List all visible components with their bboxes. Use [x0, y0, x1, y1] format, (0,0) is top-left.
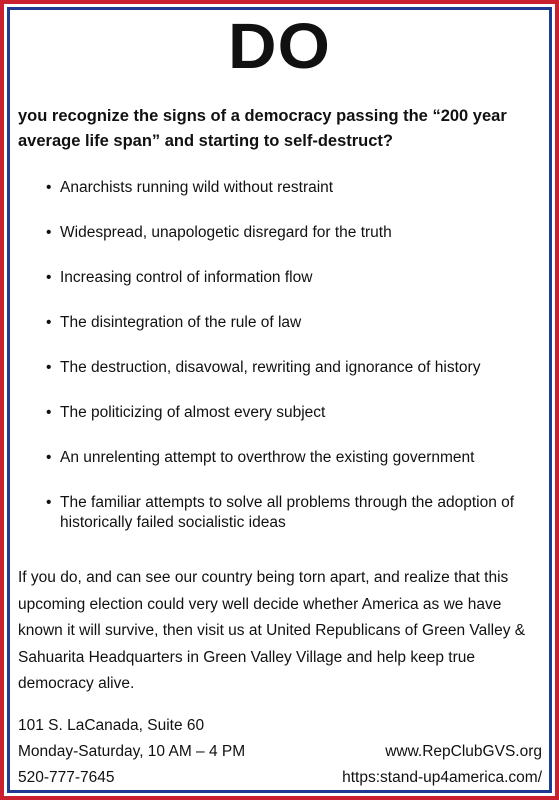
headline: DO — [228, 10, 331, 82]
list-item: • Anarchists running wild without restraint — [46, 178, 536, 198]
list-item: • The familiar attempts to solve all problems through the adoption of historically failed socialistic ideas — [46, 493, 536, 533]
list-item: • The disintegration of the rule of law — [46, 313, 536, 333]
signs-list — [46, 178, 536, 558]
list-item: • Increasing control of information flow — [46, 268, 536, 288]
website-link[interactable]: www.RepClubGVS.org — [385, 743, 542, 760]
question-text: you recognize the signs of a democracy passing the “200 year average life span” and starting to self-destruct? — [18, 107, 507, 150]
list-item: • The politicizing of almost every subject — [46, 403, 536, 423]
list-item: • The destruction, disavowal, rewriting and ignorance of history — [46, 358, 536, 378]
phone-text: 520-777-7645 — [18, 769, 115, 786]
list-item: • An unrelenting attempt to overthrow the existing government — [46, 448, 536, 468]
address-text: 101 S. LaCanada, Suite 60 — [18, 717, 205, 734]
website-link-2[interactable]: https:stand-up4america.com/ — [342, 769, 542, 786]
hours-text: Monday-Saturday, 10 AM – 4 PM — [18, 743, 246, 760]
web-links — [242, 739, 542, 791]
list-item: • Widespread, unapologetic disregard for the truth — [46, 223, 536, 243]
closing-paragraph: If you do, and can see our country being torn apart, and realize that this upcoming election could very well decide whether America as we have known it will survive, then visit us at United Republicans of Green Valley & Sahuarita Headquarters in Green Valley Village and help keep true democracy alive. — [18, 569, 526, 692]
